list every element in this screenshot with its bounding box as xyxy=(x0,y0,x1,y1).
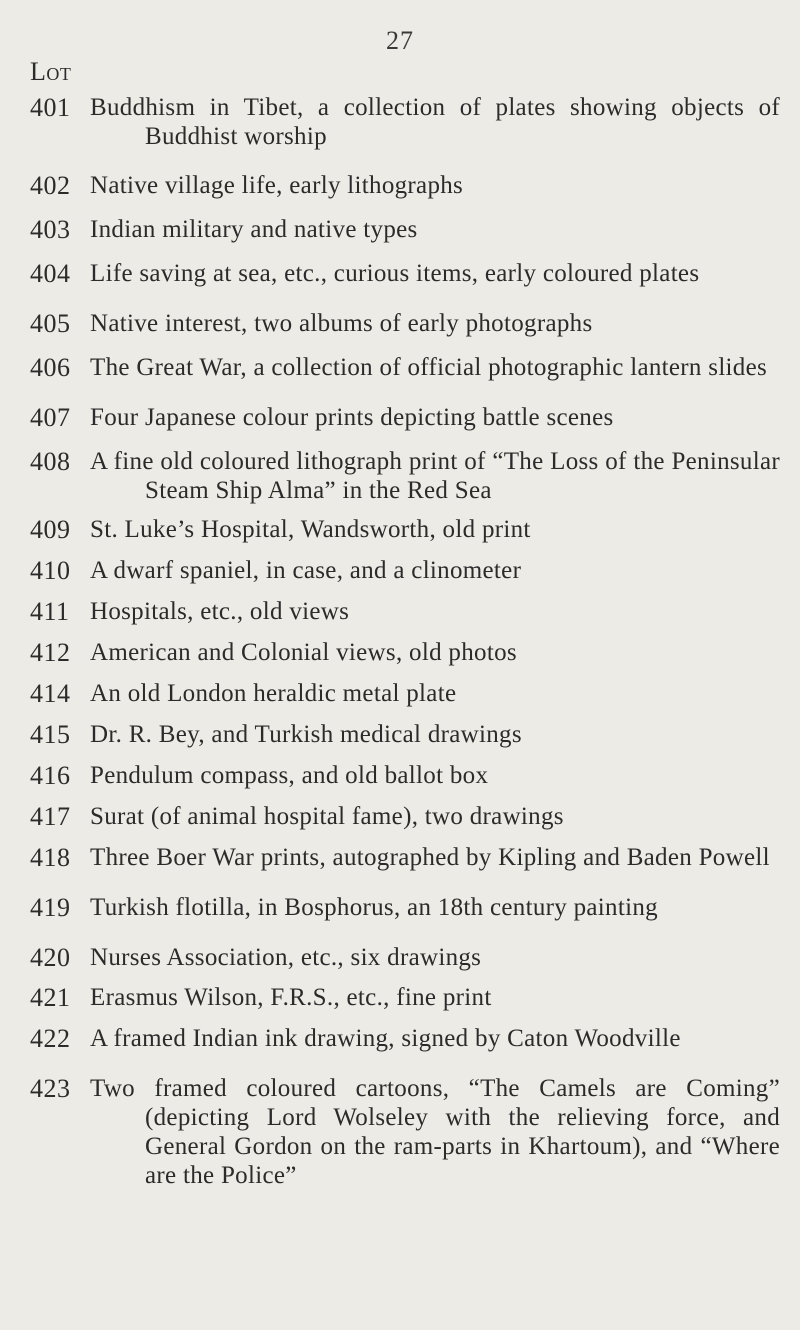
lot-description: Two framed coloured cartoons, “The Camels are Coming” (depicting Lord Wolseley with the relieving force, and General Gordon on the ram-parts in Khartoum), and “Where are the Police” xyxy=(90,1075,780,1189)
lot-number: 416 xyxy=(30,761,71,790)
lot-number: 403 xyxy=(30,215,71,244)
lot-entry xyxy=(30,353,780,383)
lot-number: 406 xyxy=(30,353,71,382)
lot-description: A fine old coloured lithograph print of “The Loss of the Peninsular Steam Ship Alma” in the Red Sea xyxy=(90,448,780,504)
lot-entry xyxy=(30,720,780,750)
lot-description: Erasmus Wilson, F.R.S., etc., fine print xyxy=(90,984,492,1011)
lot-description: Pendulum compass, and old ballot box xyxy=(90,762,489,789)
lot-entry xyxy=(30,893,780,923)
lot-number: 411 xyxy=(30,597,70,626)
lot-description: A framed Indian ink drawing, signed by Caton Woodville xyxy=(90,1025,681,1052)
lot-entry xyxy=(30,515,780,545)
lot-number: 402 xyxy=(30,171,71,200)
lot-description: An old London heraldic metal plate xyxy=(90,680,457,707)
lot-number: 417 xyxy=(30,802,71,831)
lot-entry xyxy=(30,597,780,627)
lot-description: Surat (of animal hospital fame), two drawings xyxy=(90,803,564,830)
lot-list xyxy=(30,93,780,1190)
lot-entry xyxy=(30,802,780,832)
lot-number: 405 xyxy=(30,309,71,338)
lot-number: 412 xyxy=(30,638,71,667)
lot-description: Hospitals, etc., old views xyxy=(90,598,350,625)
lot-number: 422 xyxy=(30,1024,71,1053)
lot-description: Three Boer War prints, autographed by Kipling and Baden Powell xyxy=(90,844,770,871)
lot-description: Native interest, two albums of early photographs xyxy=(90,310,593,337)
lot-description: Buddhism in Tibet, a collection of plates showing objects of Buddhist worship xyxy=(90,94,780,150)
lot-number: 414 xyxy=(30,679,71,708)
lot-entry xyxy=(30,761,780,791)
lot-entry xyxy=(30,309,780,339)
lot-description: American and Colonial views, old photos xyxy=(90,639,517,666)
lot-entry xyxy=(30,983,780,1013)
lot-column-heading: Lot xyxy=(30,57,72,86)
lot-description: Life saving at sea, etc., curious items, early coloured plates xyxy=(90,260,700,287)
lot-description: Indian military and native types xyxy=(90,216,418,243)
lot-description: Nurses Association, etc., six drawings xyxy=(90,944,482,971)
lot-entry xyxy=(30,843,780,873)
lot-description: A dwarf spaniel, in case, and a clinometer xyxy=(90,557,522,584)
lot-number: 423 xyxy=(30,1074,71,1103)
lot-entry xyxy=(30,679,780,709)
lot-number: 418 xyxy=(30,843,71,872)
lot-description: Four Japanese colour prints depicting battle scenes xyxy=(90,404,614,431)
lot-entry xyxy=(30,447,780,505)
lot-number: 407 xyxy=(30,403,71,432)
lot-number: 415 xyxy=(30,720,71,749)
lot-description: St. Luke’s Hospital, Wandsworth, old print xyxy=(90,516,531,543)
lot-number: 409 xyxy=(30,515,71,544)
lot-entry xyxy=(30,1024,780,1054)
lot-entry xyxy=(30,556,780,586)
lot-number: 404 xyxy=(30,259,71,288)
lot-entry xyxy=(30,171,780,201)
lot-number: 401 xyxy=(30,93,71,122)
lot-number: 419 xyxy=(30,893,71,922)
lot-entry xyxy=(30,943,780,973)
lot-number: 410 xyxy=(30,556,71,585)
lot-description: Dr. R. Bey, and Turkish medical drawings xyxy=(90,721,522,748)
lot-entry xyxy=(30,259,780,289)
page-number: 27 xyxy=(386,26,414,55)
lot-number: 420 xyxy=(30,943,71,972)
lot-entry xyxy=(30,403,780,433)
lot-description: Turkish flotilla, in Bosphorus, an 18th century painting xyxy=(90,894,658,921)
lot-description: Native village life, early lithographs xyxy=(90,172,464,199)
lot-entry xyxy=(30,1074,780,1190)
lot-entry xyxy=(30,638,780,668)
lot-description: The Great War, a collection of official photographic lantern slides xyxy=(90,354,768,381)
lot-number: 421 xyxy=(30,983,71,1012)
lot-entry xyxy=(30,93,780,151)
lot-entry xyxy=(30,215,780,245)
lot-number: 408 xyxy=(30,447,71,476)
